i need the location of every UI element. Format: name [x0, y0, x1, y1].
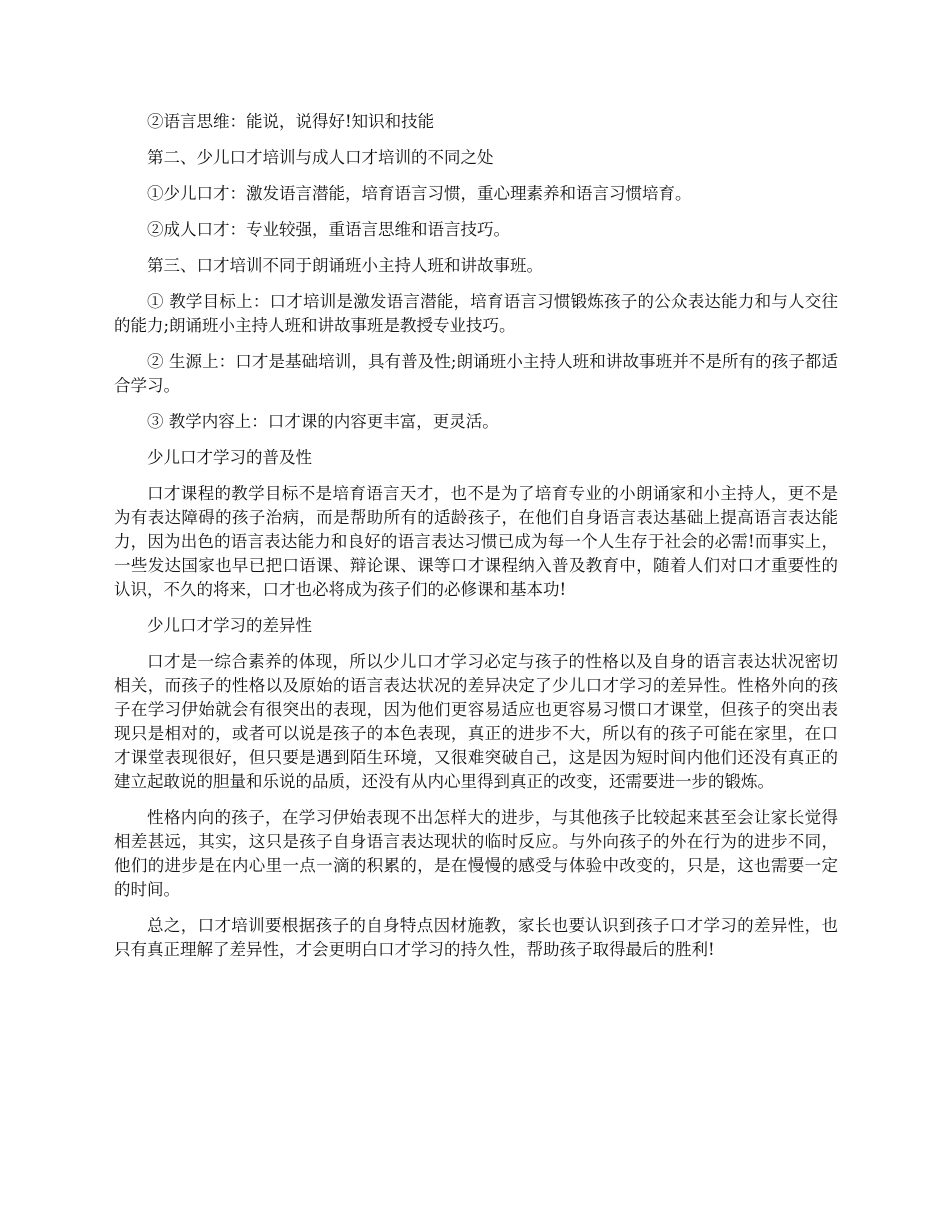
paragraph-section-two-heading: 第二、少儿口才培训与成人口才培训的不同之处 — [147, 148, 494, 167]
paragraph-difference-heading: 少儿口才学习的差异性 — [147, 616, 312, 635]
paragraph-teaching-goal: ① 教学目标上：口才培训是激发语言潜能，培育语言习惯锻炼孩子的公众表达能力和与人交往的能力;朗诵班小主持人班和讲故事班是教授专业技巧。 — [114, 292, 838, 335]
paragraph-section-three-heading: 第三、口才培训不同于朗诵班小主持人班和讲故事班。 — [147, 256, 543, 275]
paragraph-adult-eloquence: ②成人口才：专业较强，重语言思维和语言技巧。 — [147, 220, 510, 239]
paragraph-student-source: ② 生源上：口才是基础培训，具有普及性;朗诵班小主持人班和讲故事班并不是所有的孩子都适合学习。 — [114, 352, 838, 395]
paragraph-language-thinking: ②语言思维：能说，说得好!知识和技能 — [147, 112, 435, 131]
paragraph-difference-body: 口才是一综合素养的体现，所以少儿口才学习必定与孩子的性格以及自身的语言表达状况密切相关，而孩子的性格以及原始的语言表达状况的差异决定了少儿口才学习的差异性。性格外向的孩子在学习伊始就会有很突出的表现，因为他们更容易适应也更容易习惯口才课堂，但孩子的突出表现只是相对的，或者可以说是孩子的本色表现，真正的进步不大，所以有的孩子可能在家里，在口才课堂表现很好，但只要是遇到陌生环境，又很难突破自己，这是因为短时间内他们还没有真正的建立起敢说的胆量和乐说的品质，还没有从内心里得到真正的改变，还需要进一步的锻炼。 — [114, 652, 838, 791]
paragraph-teaching-content: ③ 教学内容上：口才课的内容更丰富，更灵活。 — [147, 412, 499, 431]
paragraph-popularity-body: 口才课程的教学目标不是培育语言天才，也不是为了培育专业的小朗诵家和小主持人，更不是为有表达障碍的孩子治病，而是帮助所有的适龄孩子，在他们自身语言表达基础上提高语言表达能力，因为出色的语言表达能力和良好的语言表达习惯已成为每一个人生存于社会的必需!而事实上，一些发达国家也早已把口语课、辩论课、课等口才课程纳入普及教育中，随着人们对口才重要性的认识，不久的将来，口才也必将成为孩子们的必修课和基本功! — [114, 484, 838, 599]
paragraph-children-eloquence: ①少儿口才：激发语言潜能，培育语言习惯，重心理素养和语言习惯培育。 — [147, 184, 692, 203]
paragraph-introvert-body: 性格内向的孩子，在学习伊始表现不出怎样大的进步，与其他孩子比较起来甚至会让家长觉得相差甚远，其实，这只是孩子自身语言表达现状的临时反应。与外向孩子的外在行为的进步不同，他们的进步是在内心里一点一滴的积累的，是在慢慢的感受与体验中改变的，只是，这也需要一定的时间。 — [114, 808, 838, 899]
paragraph-conclusion: 总之，口才培训要根据孩子的自身特点因材施教，家长也要认识到孩子口才学习的差异性，也只有真正理解了差异性，才会更明白口才学习的持久性，帮助孩子取得最后的胜利! — [114, 916, 838, 959]
paragraph-popularity-heading: 少儿口才学习的普及性 — [147, 448, 312, 467]
